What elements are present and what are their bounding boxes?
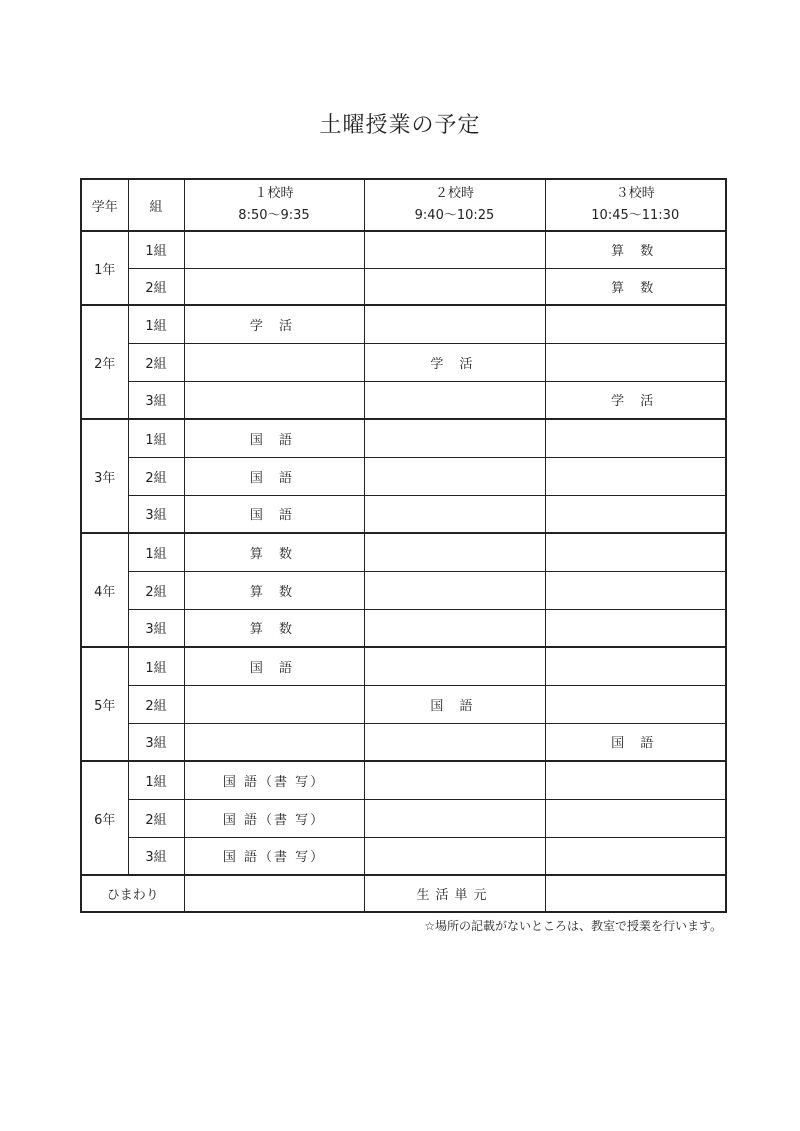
class-cell: 2組 — [128, 268, 184, 305]
grade-cell: 3年 — [81, 419, 128, 533]
subject-cell-p2: 国 語 — [364, 685, 545, 723]
table-row — [81, 647, 726, 685]
subject-cell-p1 — [184, 381, 364, 419]
subject-cell-p1: 国 語（書 写） — [184, 799, 364, 837]
himawari-p1 — [184, 875, 364, 912]
schedule-table — [80, 178, 727, 913]
subject-cell-p1 — [184, 268, 364, 305]
himawari-label: ひまわり — [81, 875, 184, 912]
subject-cell-p1 — [184, 231, 364, 268]
subject-cell-p1: 国 語（書 写） — [184, 837, 364, 875]
header-grade: 学年 — [81, 179, 128, 231]
subject-cell-p2 — [364, 723, 545, 761]
subject-cell-p3: 国 語 — [545, 723, 726, 761]
class-cell: 3組 — [128, 837, 184, 875]
table-row — [81, 457, 726, 495]
subject-cell-p2 — [364, 305, 545, 343]
table-row — [81, 761, 726, 799]
subject-cell-p3 — [545, 419, 726, 457]
subject-cell-p2 — [364, 609, 545, 647]
class-cell: 3組 — [128, 381, 184, 419]
subject-cell-p2 — [364, 761, 545, 799]
class-cell: 3組 — [128, 495, 184, 533]
class-cell: 1組 — [128, 305, 184, 343]
himawari-p2: 生活単元 — [364, 875, 545, 912]
subject-cell-p3 — [545, 799, 726, 837]
schedule-body — [81, 231, 726, 875]
subject-cell-p2 — [364, 533, 545, 571]
subject-cell-p2 — [364, 381, 545, 419]
subject-cell-p3 — [545, 343, 726, 381]
subject-cell-p3: 算 数 — [545, 268, 726, 305]
class-cell: 2組 — [128, 571, 184, 609]
subject-cell-p2 — [364, 647, 545, 685]
table-row — [81, 533, 726, 571]
subject-cell-p2: 学 活 — [364, 343, 545, 381]
header-period-2 — [364, 179, 545, 231]
subject-cell-p2 — [364, 419, 545, 457]
subject-cell-p3 — [545, 647, 726, 685]
himawari-row — [81, 875, 726, 912]
subject-cell-p1: 国 語 — [184, 419, 364, 457]
subject-cell-p3 — [545, 609, 726, 647]
period-2-label: ２校時 — [434, 186, 474, 201]
header-class: 組 — [128, 179, 184, 231]
subject-cell-p2 — [364, 837, 545, 875]
subject-cell-p1: 算 数 — [184, 533, 364, 571]
table-row — [81, 609, 726, 647]
subject-cell-p2 — [364, 231, 545, 268]
subject-cell-p3 — [545, 761, 726, 799]
subject-cell-p3: 学 活 — [545, 381, 726, 419]
himawari-p3 — [545, 875, 726, 912]
subject-cell-p2 — [364, 457, 545, 495]
table-row — [81, 571, 726, 609]
period-1-time: 8:50〜9:35 — [238, 208, 310, 223]
subject-cell-p3 — [545, 837, 726, 875]
class-cell: 1組 — [128, 647, 184, 685]
table-row — [81, 419, 726, 457]
subject-cell-p3 — [545, 305, 726, 343]
class-cell: 2組 — [128, 457, 184, 495]
class-cell: 3組 — [128, 609, 184, 647]
class-cell: 3組 — [128, 723, 184, 761]
grade-cell: 1年 — [81, 231, 128, 305]
period-3-label: ３校時 — [615, 186, 655, 201]
class-cell: 2組 — [128, 343, 184, 381]
subject-cell-p1: 国 語 — [184, 495, 364, 533]
class-cell: 1組 — [128, 533, 184, 571]
grade-cell: 5年 — [81, 647, 128, 761]
header-row — [81, 179, 726, 231]
header-period-3 — [545, 179, 726, 231]
table-row — [81, 343, 726, 381]
footnote: ☆場所の記載がないところは、教室で授業を行います。 — [424, 919, 722, 933]
subject-cell-p1: 算 数 — [184, 609, 364, 647]
subject-cell-p1: 国 語（書 写） — [184, 761, 364, 799]
subject-cell-p1: 学 活 — [184, 305, 364, 343]
grade-cell: 4年 — [81, 533, 128, 647]
subject-cell-p3 — [545, 685, 726, 723]
subject-cell-p1: 国 語 — [184, 647, 364, 685]
table-row — [81, 305, 726, 343]
subject-cell-p3 — [545, 495, 726, 533]
header-period-1 — [184, 179, 364, 231]
table-row — [81, 381, 726, 419]
subject-cell-p1: 算 数 — [184, 571, 364, 609]
subject-cell-p1 — [184, 723, 364, 761]
table-row — [81, 495, 726, 533]
table-row — [81, 685, 726, 723]
table-row — [81, 837, 726, 875]
subject-cell-p2 — [364, 799, 545, 837]
subject-cell-p3: 算 数 — [545, 231, 726, 268]
class-cell: 1組 — [128, 419, 184, 457]
subject-cell-p1 — [184, 685, 364, 723]
period-3-time: 10:45〜11:30 — [591, 208, 680, 223]
class-cell: 1組 — [128, 231, 184, 268]
class-cell: 1組 — [128, 761, 184, 799]
class-cell: 2組 — [128, 685, 184, 723]
table-row — [81, 799, 726, 837]
page-title: 土曜授業の予定 — [319, 113, 481, 138]
subject-cell-p2 — [364, 571, 545, 609]
grade-cell: 6年 — [81, 761, 128, 875]
period-2-time: 9:40〜10:25 — [414, 208, 495, 223]
table-row — [81, 723, 726, 761]
subject-cell-p1 — [184, 343, 364, 381]
subject-cell-p2 — [364, 495, 545, 533]
class-cell: 2組 — [128, 799, 184, 837]
subject-cell-p2 — [364, 268, 545, 305]
period-1-label: １校時 — [254, 186, 294, 201]
table-row — [81, 268, 726, 305]
subject-cell-p1: 国 語 — [184, 457, 364, 495]
subject-cell-p3 — [545, 457, 726, 495]
grade-cell: 2年 — [81, 305, 128, 419]
subject-cell-p3 — [545, 571, 726, 609]
subject-cell-p3 — [545, 533, 726, 571]
table-row — [81, 231, 726, 268]
